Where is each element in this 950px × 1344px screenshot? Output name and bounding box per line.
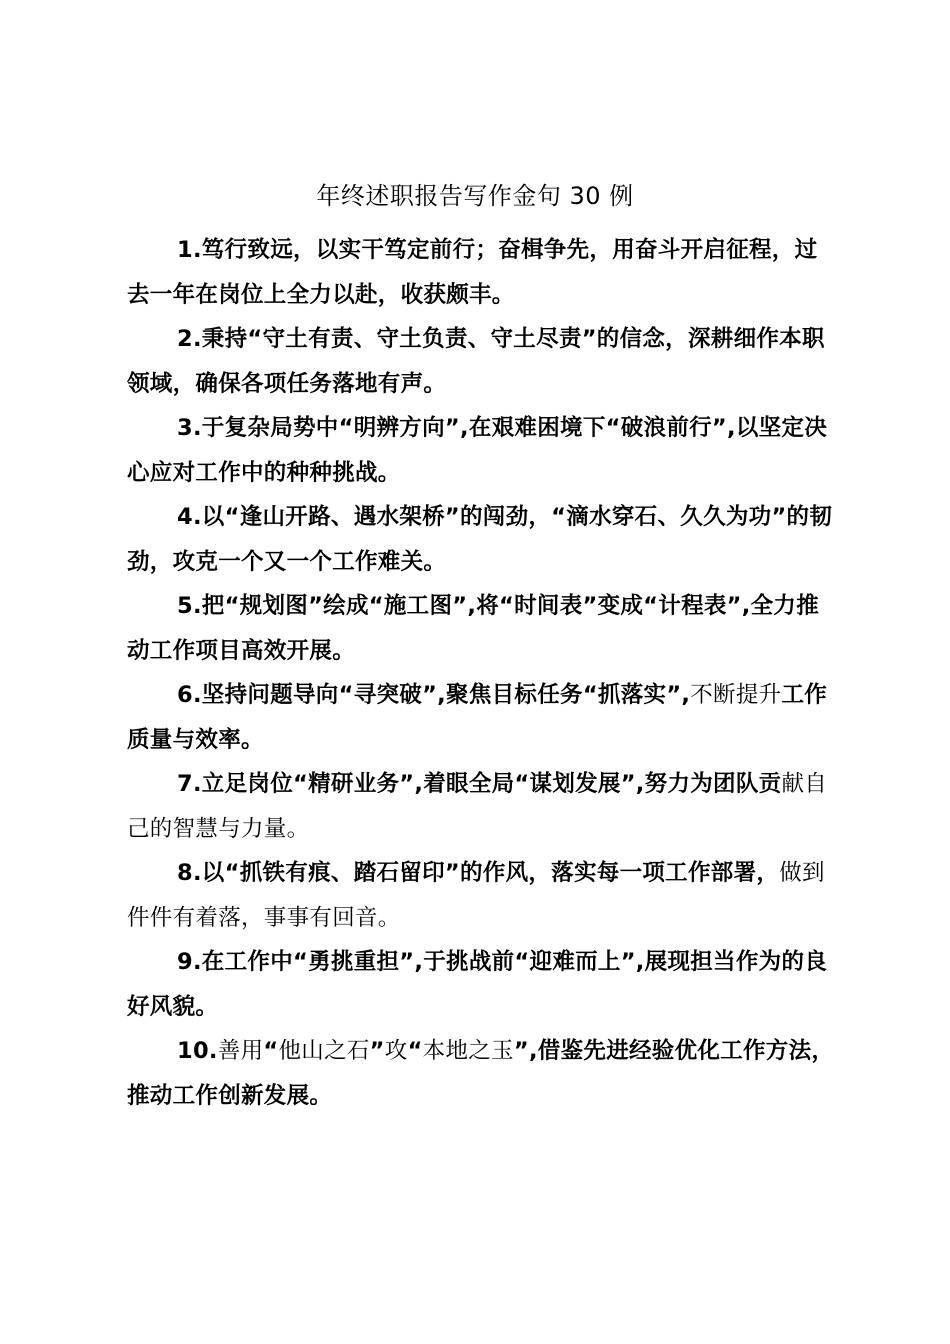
list-item-text: 2.秉持“守土有责、守土负责、守土尽责”的信念，深耕细作本职领域，确保各项任务落地有声。 [127,326,825,397]
page-title: 年终述职报告写作金句 30 例 [316,182,634,210]
list-item [127,762,837,851]
list-item-text: 10. [177,1038,218,1064]
list-item-text: ” [369,1038,385,1064]
list-item [127,1029,837,1118]
list-item-text: 做到件件有着落，事事有回音。 [127,860,825,931]
list-item [127,584,837,673]
list-item-text: 8.以“抓铁有痕、踏石留印”的作风，落实每一项工作部署， [177,860,780,886]
list-item-text: 献自己的智慧与力量。 [127,771,828,842]
list-item-text: “ [407,1038,423,1064]
list-item-text: 攻 [384,1038,408,1064]
list-item-text: 7.立足岗位“精研业务”,着眼全局“谋划发展”,努力为团队贡 [177,771,782,797]
list-item-text: 9.在工作中“勇挑重担”,于挑战前“迎难而上”,展现担当作为的良好风貌。 [127,949,828,1020]
list-item [127,406,837,495]
list-item-text: 1.笃行致远，以实干笃定前行；奋楫争先，用奋斗开启征程，过去一年在岗位上全力以赴，收获颇丰。 [127,237,818,308]
list-item-text: “ [263,1038,279,1064]
list-item-text: 4.以“逢山开路、遇水架桥”的闯劲，“滴水穿石、久久为功”的韧劲，攻克一个又一个工作难关。 [127,504,833,575]
list-item [127,940,837,1029]
list-item-text: 本地之玉 [422,1038,514,1064]
list-item [127,673,837,762]
list-item-text: 5.把“规划图”绘成“施工图”,将“时间表”变成“计程表”,全力推动工作项目高效开展。 [127,593,819,664]
list-item [127,495,837,584]
list-item [127,228,837,317]
list-item-text: 善用 [217,1038,264,1064]
list-item-text: 3.于复杂局势中“明辨方向”,在艰难困境下“破浪前行”,以坚定决心应对工作中的种种挑战。 [127,415,828,486]
list-item-text: 工作质量与效率。 [127,682,828,753]
list-item [127,317,837,406]
list-item [127,851,837,940]
item-list [127,228,837,1118]
list-item-text: 不断提升 [690,682,782,708]
list-item-text: 他山之石 [278,1038,370,1064]
list-item-text: ”,借鉴先进经验优化工作方法，推动工作创新发展。 [127,1038,835,1109]
list-item-text: 6.坚持问题导向“寻突破”,聚焦目标任务“抓落实”, [177,682,691,708]
